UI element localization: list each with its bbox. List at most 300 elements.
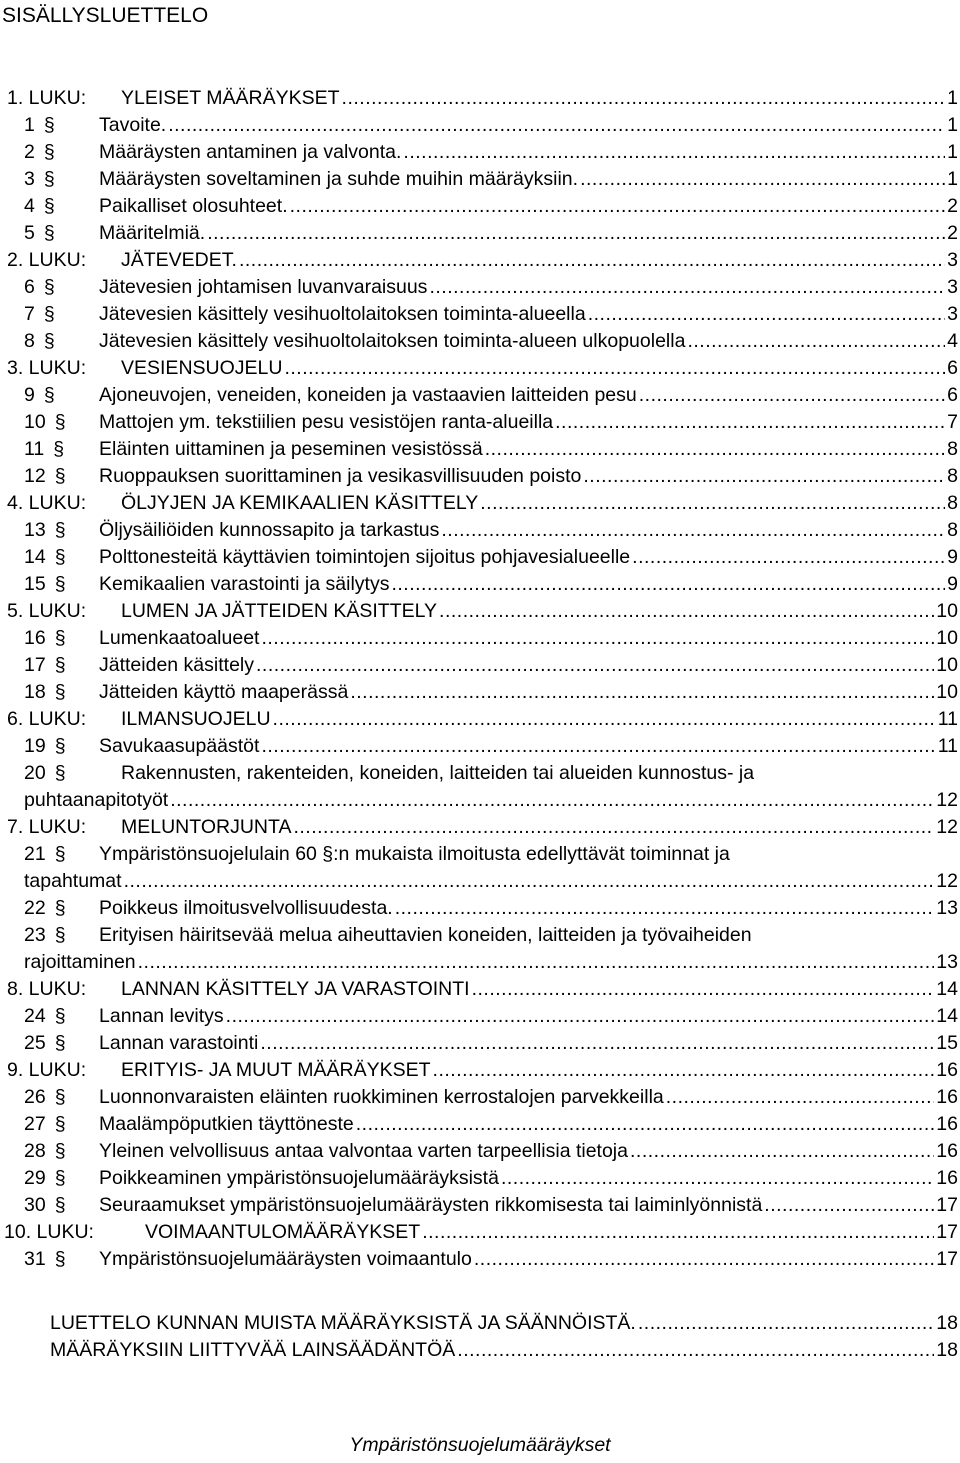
toc-page-number: 10: [936, 681, 958, 703]
dot-leader: [636, 1310, 934, 1337]
toc-entry-title: [99, 1111, 958, 1138]
chapter-number: 9. LUKU:: [7, 1059, 87, 1081]
section-number-value: 11: [24, 438, 45, 460]
toc-entry-title: [24, 868, 958, 895]
toc-entry-title: [121, 976, 958, 1003]
toc-entry-title: [99, 1192, 958, 1219]
section-number: [24, 220, 55, 247]
section-number: [24, 112, 55, 139]
toc-page-number: 9: [947, 573, 958, 595]
dot-leader: [455, 1337, 934, 1364]
section-number-value: 24: [24, 1005, 46, 1027]
section-sign-icon: §: [43, 384, 55, 406]
toc-entry-title: [99, 625, 958, 652]
toc-chapter[interactable]: [0, 490, 958, 517]
toc-page-number: 13: [936, 951, 958, 973]
chapter-number: 2. LUKU:: [7, 249, 87, 271]
toc-entry-text: Kemikaalien varastointi ja säilytys: [99, 573, 390, 595]
toc-entry-title: [99, 679, 958, 706]
toc-entry-title: [99, 1003, 958, 1030]
section-number: [24, 1084, 66, 1111]
toc-section[interactable]: [0, 679, 958, 706]
section-sign-icon: §: [54, 1248, 66, 1270]
toc-entry-text: puhtaanapitotyöt: [24, 789, 169, 811]
toc-page-number: 16: [936, 1113, 958, 1135]
section-number-value: 12: [24, 465, 46, 487]
toc-entry-text: Maalämpöputkien täyttöneste: [99, 1113, 354, 1135]
toc-entry-text: Määräysten antaminen ja valvonta.: [99, 141, 402, 163]
toc-section[interactable]: [0, 841, 958, 895]
toc-section[interactable]: [0, 139, 958, 166]
toc-entry-title: [121, 490, 958, 517]
toc-entry-title: [121, 355, 958, 382]
dot-leader: [393, 895, 935, 922]
section-sign-icon: §: [43, 276, 55, 298]
toc-entry-text: Öljysäiliöiden kunnossapito ja tarkastus: [99, 519, 440, 541]
toc-section[interactable]: [0, 895, 958, 922]
toc-section[interactable]: [0, 382, 958, 409]
toc-section[interactable]: [0, 1138, 958, 1165]
toc-entry-text: Seuraamukset ympäristönsuojelumääräysten rikkomisesta tai laiminlyönnistä: [99, 1194, 763, 1216]
section-number-value: 26: [24, 1086, 46, 1108]
section-number-value: 25: [24, 1032, 46, 1054]
toc-entry-title: [99, 1246, 958, 1273]
section-number-value: 22: [24, 897, 46, 919]
dot-leader: [637, 382, 945, 409]
toc-entry-text: Rakennusten, rakenteiden, koneiden, laitteiden tai alueiden kunnostus- ja: [121, 762, 755, 784]
section-sign-icon: §: [54, 573, 66, 595]
toc-entry-text: Luonnonvaraisten eläinten ruokkiminen kerrostalojen parvekkeilla: [99, 1086, 664, 1108]
section-number-value: 30: [24, 1194, 46, 1216]
toc-entry-text: Jätevesien käsittely vesihuoltolaitoksen toiminta-alueella: [99, 303, 586, 325]
toc-entry-text: ILMANSUOJELU: [121, 708, 271, 730]
chapter-number: 10. LUKU:: [4, 1221, 94, 1243]
toc-page-number: 2: [947, 222, 958, 244]
toc-entry-title: [99, 112, 958, 139]
toc-entry-text: Mattojen ym. tekstiilien pesu vesistöjen ranta-alueilla: [99, 411, 554, 433]
section-sign-icon: §: [54, 1194, 66, 1216]
toc-entry-title: [121, 814, 958, 841]
dot-leader: [427, 274, 945, 301]
toc-page-number: 17: [936, 1194, 958, 1216]
dot-leader: [578, 166, 945, 193]
section-number-value: 17: [24, 654, 46, 676]
section-number: [24, 544, 66, 571]
chapter-number: 1. LUKU:: [7, 87, 87, 109]
dot-leader: [483, 436, 945, 463]
section-number-value: 5: [24, 222, 35, 244]
section-number: [24, 895, 66, 922]
dot-leader: [354, 1111, 935, 1138]
section-number: [24, 679, 66, 706]
section-number: [24, 409, 66, 436]
dot-leader: [664, 1084, 935, 1111]
toc-page-number: 16: [936, 1167, 958, 1189]
section-number-value: 18: [24, 681, 46, 703]
toc-page-number: 14: [936, 978, 958, 1000]
toc-entry-title: [99, 274, 958, 301]
toc-entry-text: Ympäristönsuojelumääräysten voimaantulo: [99, 1248, 472, 1270]
toc-section[interactable]: [0, 274, 958, 301]
toc-section[interactable]: [0, 193, 958, 220]
toc-page-number: 11: [937, 735, 958, 757]
dot-leader: [581, 463, 945, 490]
section-number: [24, 1165, 66, 1192]
section-sign-icon: §: [54, 546, 66, 568]
toc-section[interactable]: [0, 1003, 958, 1030]
section-number-value: 2: [24, 141, 35, 163]
dot-leader: [271, 706, 936, 733]
toc-section[interactable]: [0, 544, 958, 571]
toc-entry-title: [121, 247, 958, 274]
dot-leader: [431, 1057, 935, 1084]
section-sign-icon: §: [43, 330, 55, 352]
toc-section[interactable]: [0, 112, 958, 139]
toc-page-number: 12: [936, 870, 958, 892]
toc-entry-text: Paikalliset olosuhteet.: [99, 195, 288, 217]
toc-chapter[interactable]: [0, 598, 958, 625]
toc-entry-title: [99, 463, 958, 490]
toc-section[interactable]: [0, 1192, 958, 1219]
section-sign-icon: §: [54, 1167, 66, 1189]
toc-page-number: 8: [947, 438, 958, 460]
section-sign-icon: §: [53, 438, 65, 460]
toc-entry-title: [99, 328, 958, 355]
section-number: [24, 1138, 66, 1165]
toc-page-number: 10: [936, 600, 958, 622]
dot-leader: [472, 1246, 934, 1273]
toc-section[interactable]: [0, 328, 958, 355]
page-title: SISÄLLYSLUETTELO: [2, 4, 209, 27]
toc-entry-title: [99, 1165, 958, 1192]
toc-page-number: 1: [947, 87, 958, 109]
dot-leader: [586, 301, 945, 328]
dot-leader: [628, 1138, 934, 1165]
toc-page-number: 18: [936, 1312, 958, 1334]
section-number: [24, 436, 64, 463]
toc-section[interactable]: [0, 1111, 958, 1138]
section-number: [24, 139, 55, 166]
toc-chapter[interactable]: [0, 355, 958, 382]
toc-entry-text: Lannan varastointi: [99, 1032, 259, 1054]
section-sign-icon: §: [43, 168, 55, 190]
toc-appendix[interactable]: [0, 1310, 958, 1337]
section-number: [24, 652, 66, 679]
toc-page-number: 18: [936, 1339, 958, 1361]
dot-leader: [168, 787, 934, 814]
toc-entry-text: Ruoppauksen suorittaminen ja vesikasvillisuuden poisto: [99, 465, 582, 487]
section-number-value: 14: [24, 546, 46, 568]
chapter-number: 7. LUKU:: [7, 816, 87, 838]
section-number: [24, 328, 55, 355]
toc-page-number: 16: [936, 1086, 958, 1108]
toc-section[interactable]: [0, 1084, 958, 1111]
dot-leader: [685, 328, 945, 355]
toc-entry-title: [99, 220, 958, 247]
toc-entry-title: [121, 1057, 958, 1084]
toc-page-number: 6: [947, 357, 958, 379]
toc-chapter[interactable]: [0, 247, 958, 274]
toc-page-number: 1: [947, 141, 958, 163]
section-sign-icon: §: [43, 195, 55, 217]
toc-page-number: 17: [936, 1221, 958, 1243]
toc-appendix[interactable]: [0, 1337, 958, 1364]
section-sign-icon: §: [54, 654, 66, 676]
toc-page-number: 12: [936, 816, 958, 838]
section-number-value: 31: [24, 1248, 46, 1270]
section-number: [24, 517, 66, 544]
toc-page-number: 12: [936, 789, 958, 811]
chapter-number: 3. LUKU:: [7, 357, 87, 379]
toc-entry-title: [99, 895, 958, 922]
toc-page-number: 14: [936, 1005, 958, 1027]
toc-entry-text: Ympäristönsuojelulain 60 §:n mukaista ilmoitusta edellyttävät toiminnat ja: [99, 843, 730, 865]
toc-section[interactable]: [0, 301, 958, 328]
dot-leader: [420, 1219, 934, 1246]
toc-entry-title: [99, 301, 958, 328]
toc-chapter[interactable]: [0, 85, 958, 112]
section-number-value: 4: [24, 195, 35, 217]
section-sign-icon: §: [54, 1005, 66, 1027]
section-sign-icon: §: [43, 222, 55, 244]
toc-page-number: 11: [937, 708, 958, 730]
toc-section[interactable]: [0, 1246, 958, 1273]
toc-section[interactable]: [0, 922, 958, 976]
toc-page-number: 8: [947, 519, 958, 541]
chapter-number: 8. LUKU:: [7, 978, 87, 1000]
dot-leader: [259, 733, 935, 760]
toc-page-number: 7: [947, 411, 958, 433]
section-number-value: 7: [24, 303, 35, 325]
toc-entry-text: Lannan levitys: [99, 1005, 224, 1027]
toc-section[interactable]: [0, 1030, 958, 1057]
toc-entry-title: [99, 193, 958, 220]
toc-page-number: 6: [947, 384, 958, 406]
toc-section[interactable]: [0, 652, 958, 679]
section-number-value: 8: [24, 330, 35, 352]
toc-entry-text: ÖLJYJEN JA KEMIKAALIEN KÄSITTELY: [121, 492, 479, 514]
toc-entry-title: [99, 652, 958, 679]
section-sign-icon: §: [54, 897, 66, 919]
toc-page-number: 8: [947, 492, 958, 514]
toc-chapter[interactable]: [0, 1057, 958, 1084]
toc-entry-text: Jätteiden käyttö maaperässä: [99, 681, 349, 703]
chapter-number: 6. LUKU:: [7, 708, 87, 730]
section-number-value: 10: [24, 411, 46, 433]
toc-section[interactable]: [0, 409, 958, 436]
toc-page-number: 3: [947, 276, 958, 298]
toc-entry-text: Yleinen velvollisuus antaa valvontaa varten tarpeellisia tietoja: [99, 1140, 628, 1162]
section-number-value: 20: [24, 762, 46, 784]
dot-leader: [224, 1003, 935, 1030]
section-sign-icon: §: [54, 1086, 66, 1108]
section-number-value: 21: [24, 843, 46, 865]
toc-section[interactable]: [0, 436, 958, 463]
section-sign-icon: §: [54, 1113, 66, 1135]
toc-page-number: 17: [936, 1248, 958, 1270]
section-sign-icon: §: [54, 627, 66, 649]
dot-leader: [401, 139, 945, 166]
section-sign-icon: §: [54, 762, 66, 784]
toc-chapter[interactable]: [0, 1219, 958, 1246]
toc-page-number: 8: [947, 465, 958, 487]
section-number-value: 13: [24, 519, 46, 541]
toc-entry-text: Jätevesien johtamisen luvanvaraisuus: [99, 276, 428, 298]
toc-entry-title: [24, 787, 958, 814]
dot-leader: [348, 679, 934, 706]
toc-entry-title: [99, 544, 958, 571]
toc-page-number: 13: [936, 897, 958, 919]
dot-leader: [205, 220, 945, 247]
section-sign-icon: §: [54, 681, 66, 703]
toc-entry-title: [99, 382, 958, 409]
toc-page-number: 9: [947, 546, 958, 568]
section-sign-icon: §: [54, 1032, 66, 1054]
section-number-value: 27: [24, 1113, 46, 1135]
toc-page-number: 15: [936, 1032, 958, 1054]
toc-entry-text: Tavoite.: [99, 114, 167, 136]
toc-page-number: 16: [936, 1140, 958, 1162]
toc-entry-text: JÄTEVEDET.: [121, 249, 237, 271]
section-number-value: 3: [24, 168, 35, 190]
toc-chapter[interactable]: [0, 976, 958, 1003]
dot-leader: [122, 868, 935, 895]
toc-entry-title: [99, 409, 958, 436]
toc-entry-title: [121, 598, 958, 625]
toc-spacer: [0, 1273, 958, 1310]
toc-section[interactable]: [0, 1165, 958, 1192]
toc-page-number: 3: [947, 249, 958, 271]
section-number: [24, 382, 55, 409]
dot-leader: [254, 652, 934, 679]
section-sign-icon: §: [43, 303, 55, 325]
toc-entry-text: Poikkeus ilmoitusvelvollisuudesta.: [99, 897, 393, 919]
toc-entry-text: Määräysten soveltaminen ja suhde muihin määräyksiin.: [99, 168, 579, 190]
toc-chapter[interactable]: [0, 814, 958, 841]
toc-page-number: 4: [947, 330, 958, 352]
section-number: [24, 166, 55, 193]
section-number-value: 23: [24, 924, 46, 946]
dot-leader: [136, 949, 935, 976]
section-number: [24, 1246, 66, 1273]
toc-entry-title: [99, 1138, 958, 1165]
section-number-value: 9: [24, 384, 35, 406]
section-number: [24, 301, 55, 328]
dot-leader: [340, 85, 946, 112]
toc-section[interactable]: [0, 463, 958, 490]
dot-leader: [437, 598, 934, 625]
dot-leader: [470, 976, 935, 1003]
toc-entry-text: Määritelmiä.: [99, 222, 206, 244]
toc-entry-text: Savukaasupäästöt: [99, 735, 260, 757]
toc-entry-title: [121, 85, 958, 112]
toc-entry-text: VESIENSUOJELU: [121, 357, 283, 379]
toc-page-number: 2: [947, 195, 958, 217]
section-sign-icon: §: [54, 843, 66, 865]
toc-entry-text: rajoittaminen: [24, 951, 136, 973]
toc-entry-title: [99, 733, 958, 760]
toc-entry-title: [99, 571, 958, 598]
toc-entry-text: VOIMAANTULOMÄÄRÄYKSET: [145, 1221, 421, 1243]
toc-entry-title: [24, 949, 958, 976]
section-sign-icon: §: [43, 114, 55, 136]
toc-section[interactable]: [0, 625, 958, 652]
toc-section[interactable]: [0, 571, 958, 598]
toc-entry-text: Jätteiden käsittely: [99, 654, 255, 676]
toc-entry-text: MELUNTORJUNTA: [121, 816, 292, 838]
section-number: [24, 463, 66, 490]
toc-entry-text: LUETTELO KUNNAN MUISTA MÄÄRÄYKSISTÄ JA SÄÄNNÖISTÄ.: [50, 1312, 636, 1334]
toc-entry-text: tapahtumat: [24, 870, 122, 892]
toc-entry-text: MÄÄRÄYKSIIN LIITTYVÄÄ LAINSÄÄDÄNTÖÄ: [50, 1339, 456, 1361]
toc-entry-text: ERITYIS- JA MUUT MÄÄRÄYKSET: [121, 1059, 431, 1081]
section-sign-icon: §: [54, 1140, 66, 1162]
toc-entry-title: [50, 1337, 958, 1364]
section-number: [24, 1111, 66, 1138]
section-sign-icon: §: [43, 141, 55, 163]
section-number: [24, 193, 55, 220]
toc-section[interactable]: [0, 166, 958, 193]
section-sign-icon: §: [54, 924, 66, 946]
dot-leader: [553, 409, 945, 436]
toc-entry-text: Polttonesteitä käyttävien toimintojen sijoitus pohjavesialueelle: [99, 546, 631, 568]
toc-entry-text: Eläinten uittaminen ja peseminen vesistössä: [99, 438, 483, 460]
toc-page-number: 10: [936, 627, 958, 649]
toc-entry-title: [99, 1030, 958, 1057]
chapter-number: 4. LUKU:: [7, 492, 87, 514]
section-number: [24, 733, 66, 760]
toc-entry-title: [99, 1084, 958, 1111]
toc-section[interactable]: [0, 760, 958, 814]
section-number: [24, 1030, 66, 1057]
toc-section[interactable]: [0, 733, 958, 760]
section-number-value: 16: [24, 627, 46, 649]
toc-entry-text: Jätevesien käsittely vesihuoltolaitoksen toiminta-alueen ulkopuolella: [99, 330, 686, 352]
toc-entry-text: Erityisen häiritsevää melua aiheuttavien koneiden, laitteiden ja työvaiheiden: [99, 924, 752, 946]
toc-section[interactable]: [0, 517, 958, 544]
section-number-value: 19: [24, 735, 46, 757]
dot-leader: [291, 814, 934, 841]
toc-entry-text: Lumenkaatoalueet: [99, 627, 260, 649]
section-number: [24, 274, 55, 301]
dot-leader: [259, 625, 934, 652]
section-number-value: 29: [24, 1167, 46, 1189]
dot-leader: [499, 1165, 934, 1192]
dot-leader: [282, 355, 945, 382]
toc-entry-title: [50, 1310, 958, 1337]
toc-section[interactable]: [0, 220, 958, 247]
toc-entry-title: [99, 436, 958, 463]
section-number: [24, 571, 66, 598]
section-number: [24, 760, 66, 787]
dot-leader: [762, 1192, 934, 1219]
section-number: [24, 625, 66, 652]
section-number: [24, 1192, 66, 1219]
section-sign-icon: §: [54, 465, 66, 487]
dot-leader: [439, 517, 945, 544]
toc-entry-title: [99, 139, 958, 166]
dot-leader: [258, 1030, 934, 1057]
section-number: [24, 1003, 66, 1030]
chapter-number: 5. LUKU:: [7, 600, 87, 622]
toc-page-number: 3: [947, 303, 958, 325]
toc-entry-text: Ajoneuvojen, veneiden, koneiden ja vastaavien laitteiden pesu: [99, 384, 637, 406]
dot-leader: [237, 247, 945, 274]
section-sign-icon: §: [54, 735, 66, 757]
table-of-contents: [0, 85, 958, 1364]
toc-chapter[interactable]: [0, 706, 958, 733]
toc-entry-title: [99, 166, 958, 193]
